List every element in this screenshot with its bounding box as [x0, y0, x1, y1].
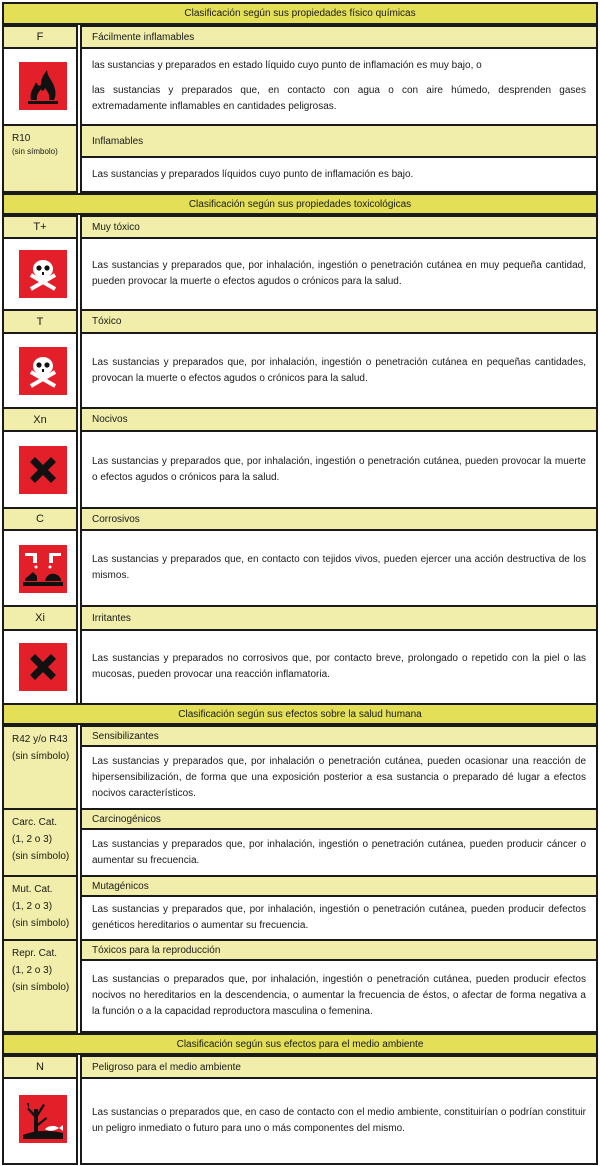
row-N: [2, 1055, 598, 1165]
section-title: Clasificación según sus efectos sobre la salud humana: [178, 708, 422, 720]
description-paragraph: las sustancias y preparados que, en contacto con agua o con aire húmedo, desprenden gases extremadamente inflamables en cantidades peligrosas.: [92, 85, 586, 112]
code-category: (1, 2 o 3): [12, 834, 53, 845]
code-cell: [2, 124, 78, 193]
category-description: Las sustancias y preparados que, en contacto con tejidos vivos, pueden ejercer una acción destructiva de los mismos.: [80, 529, 598, 607]
code-label: Carc. Cat.: [12, 817, 58, 828]
code-cell: T: [2, 309, 78, 334]
code-cell: [2, 939, 78, 1033]
row-F: [2, 25, 598, 126]
category-description: Las sustancias y preparados que, por inhalación, ingestión o penetración cutánea, pueden producir defectos genéticos hereditarios o aumentar su frecuencia.: [80, 895, 598, 941]
category-description: Las sustancias y preparados líquidos cuyo punto de inflamación es bajo.: [80, 156, 598, 193]
row-R42-R43: [2, 725, 598, 810]
code-category: (1, 2 o 3): [12, 901, 53, 912]
code-note: (sin símbolo): [12, 147, 58, 156]
category-description: Las sustancias y preparados no corrosivos que, por contacto breve, prolongado o repetido con la piel o las mucosas, pueden provocar una reacción inflamatoria.: [80, 629, 598, 705]
row-C: [2, 507, 598, 607]
code-note: (sin símbolo): [12, 982, 70, 993]
category-description: [80, 47, 598, 126]
code-cell: F: [2, 25, 78, 49]
skull-crossbones-icon: [19, 347, 67, 395]
code-cell: C: [2, 507, 78, 531]
section-header-physicochemical: [2, 2, 598, 25]
row-reproductive-toxicity: [2, 939, 598, 1033]
x-cross-icon: [19, 643, 67, 691]
pictogram-cell: [2, 430, 78, 509]
category-title: Mutagénicos: [80, 875, 598, 897]
code-cell: N: [2, 1055, 78, 1079]
x-cross-icon: [19, 446, 67, 494]
code-label: R42 y/o R43: [12, 734, 68, 745]
section-title: Clasificación según sus propiedades físico químicas: [184, 8, 416, 19]
code-cell: Xi: [2, 605, 78, 631]
pictogram-cell: [2, 332, 78, 409]
code-note: (sin símbolo): [12, 918, 70, 929]
category-description: Las sustancias y preparados que, por inhalación, ingestión o penetración cutánea, pueden provocar la muerte o efectos agudos o crónicos para la salud.: [80, 430, 598, 509]
description-paragraph: las sustancias y preparados en estado líquido cuyo punto de inflamación es muy bajo, o: [92, 60, 482, 71]
code-cell: [2, 725, 78, 810]
code-label: R10: [12, 133, 31, 144]
section-title: Clasificación según sus propiedades toxicológicas: [188, 198, 412, 210]
category-description: Las sustancias o preparados que, en caso de contacto con el medio ambiente, constituirían o podrían constituir un peligro inmediato o futuro para uno o más componentes del mismo.: [80, 1077, 598, 1165]
category-title: Muy tóxico: [80, 215, 598, 239]
category-title: Sensibilizantes: [80, 725, 598, 747]
category-description: Las sustancias y preparados que, por inhalación, ingestión o penetración cutánea en muy pequeña cantidad, pueden provocar la muerte o efectos agudos o crónicos para la salud.: [80, 237, 598, 311]
code-cell: [2, 808, 78, 877]
dead-tree-fish-icon: [19, 1095, 67, 1143]
pictogram-cell: [2, 237, 78, 311]
category-description: Las sustancias o preparados que, por inhalación, ingestión o penetración cutánea, pueden producir efectos nocivos no hereditarios en la descendencia, o aumentar la frecuencia de éstos, o afectar de forma negativa a la función o a la capacidad reproductora masculina o femenina.: [80, 959, 598, 1033]
code-label: Mut. Cat.: [12, 884, 53, 895]
category-description: Las sustancias y preparados que, por inhalación, ingestión o penetración cutánea en pequeñas cantidades, provocan la muerte o efectos agudos o crónicos para la salud.: [80, 332, 598, 409]
row-Xn: [2, 407, 598, 509]
pictogram-cell: [2, 1077, 78, 1165]
category-title: Corrosivos: [80, 507, 598, 531]
code-category: (1, 2 o 3): [12, 965, 53, 976]
category-title: Peligroso para el medio ambiente: [80, 1055, 598, 1079]
category-description: Las sustancias y preparados que, por inhalación, ingestión o penetración cutánea, pueden producir cáncer o aumentar su frecuencia.: [80, 828, 598, 877]
section-header-human-health: [2, 703, 598, 725]
code-label: Repr. Cat.: [12, 948, 58, 959]
category-description: Las sustancias y preparados que, por inhalación o penetración cutánea, pueden ocasionar una reacción de hipersensibilización, de forma que una exposición posterior a esa sustancia o preparado dé lugar a efectos nocivos característicos.: [80, 745, 598, 810]
row-T: [2, 309, 598, 409]
corrosion-icon: [19, 545, 67, 593]
flame-icon: [19, 62, 67, 110]
code-note: (sin símbolo): [12, 851, 70, 862]
row-mutagenic: [2, 875, 598, 941]
pictogram-cell: [2, 47, 78, 126]
pictogram-cell: [2, 629, 78, 705]
category-title: Tóxicos para la reproducción: [80, 939, 598, 961]
section-title: Clasificación según sus efectos para el medio ambiente: [176, 1038, 424, 1050]
code-note: (sin símbolo): [12, 751, 70, 762]
category-title: Nocivos: [80, 407, 598, 432]
section-header-toxicological: [2, 193, 598, 215]
row-carcinogenic: [2, 808, 598, 877]
row-Xi: [2, 605, 598, 705]
code-cell: T+: [2, 215, 78, 239]
code-cell: [2, 875, 78, 941]
skull-crossbones-icon: [19, 250, 67, 298]
section-header-environment: [2, 1033, 598, 1055]
category-title: Carcinogénicos: [80, 808, 598, 830]
row-R10: [2, 124, 598, 193]
category-title: Irritantes: [80, 605, 598, 631]
pictogram-cell: [2, 529, 78, 607]
category-title: Inflamables: [80, 124, 598, 158]
row-T-plus: [2, 215, 598, 311]
code-cell: Xn: [2, 407, 78, 432]
category-title: Fácilmente inflamables: [80, 25, 598, 49]
category-title: Tóxico: [80, 309, 598, 334]
